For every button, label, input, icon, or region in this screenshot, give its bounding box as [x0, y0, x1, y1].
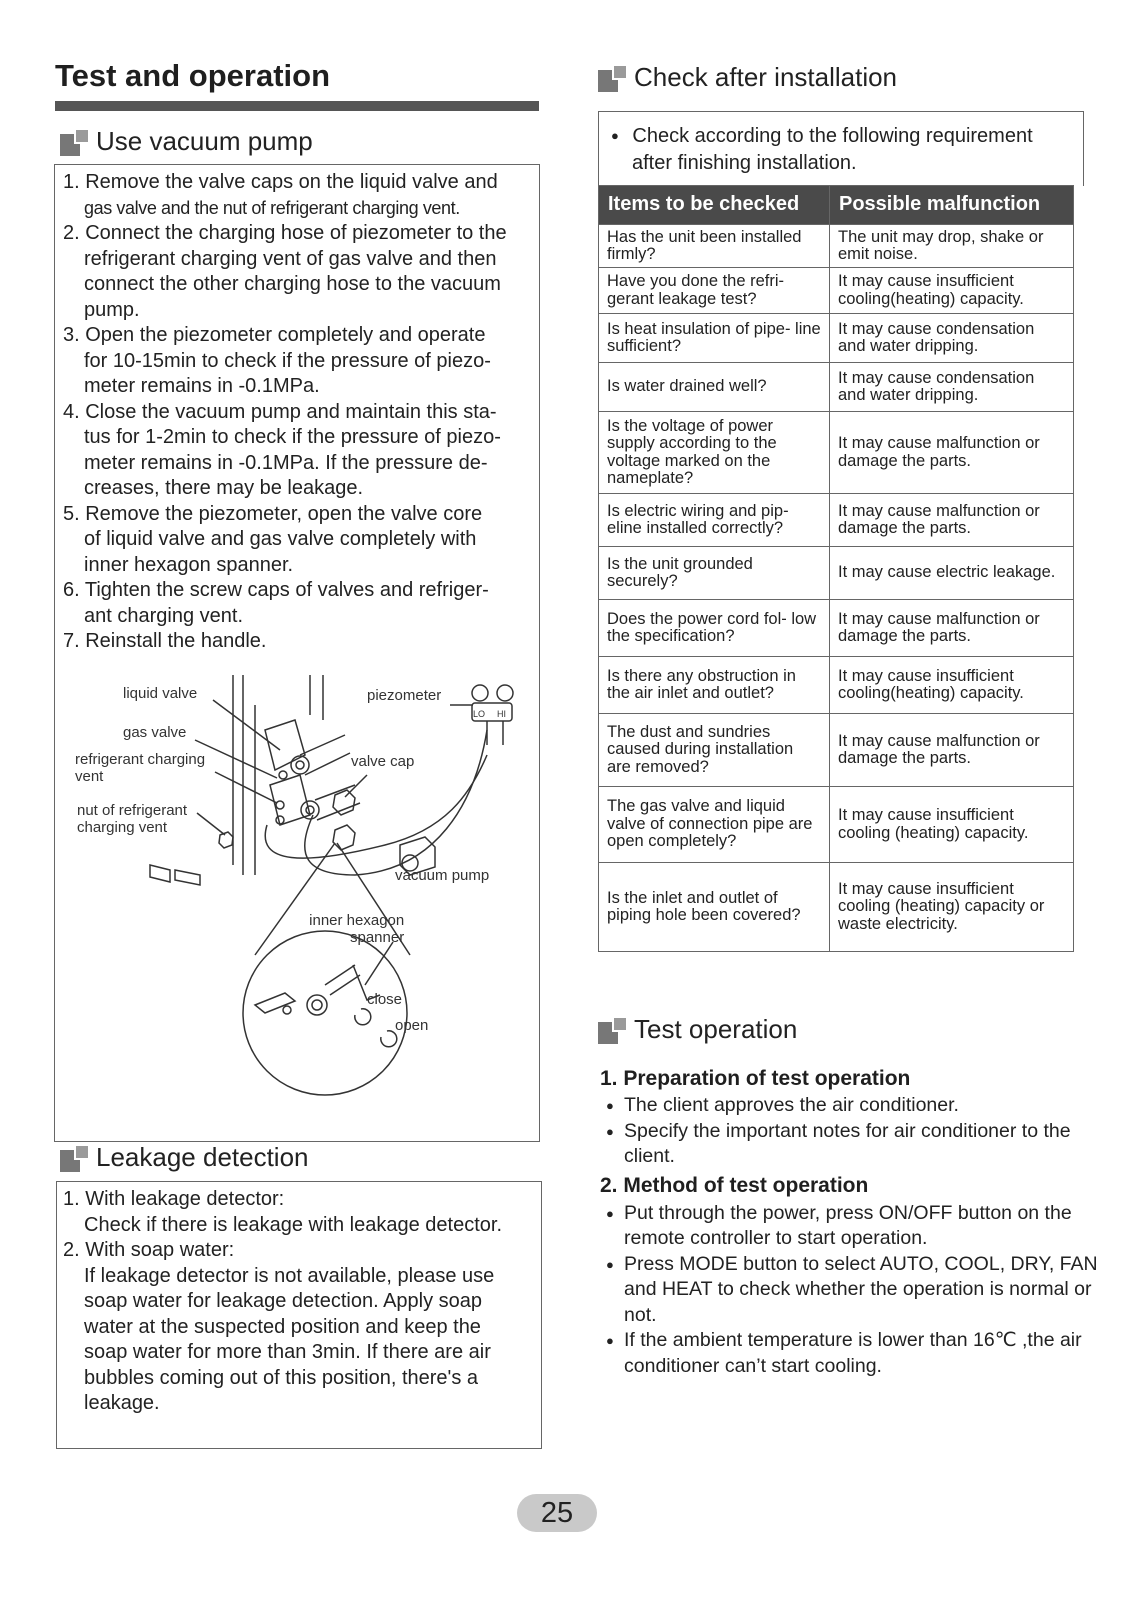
- check-section-heading: [598, 62, 897, 93]
- method-bullet: ● Put through the power, press ON/OFF button on the remote controller to start operation.: [600, 1201, 1100, 1252]
- check-heading-text: Check after installation: [634, 62, 898, 92]
- check-table-row: [599, 314, 1074, 363]
- malfunction-cell: It may cause electric leakage.: [830, 547, 1074, 600]
- leakage-line: soap water for more than 3min. If there are air: [84, 1341, 491, 1363]
- label-nut-vent: [77, 802, 187, 836]
- vacuum-step-line: creases, there may be leakage.: [84, 477, 364, 499]
- label-liquid-valve: liquid valve: [123, 685, 198, 702]
- malfunction-cell: It may cause malfunction or damage the parts.: [830, 412, 1074, 494]
- vacuum-step: [61, 502, 539, 579]
- leakage-line: bubbles coming out of this position, there's a: [84, 1366, 479, 1389]
- malfunction-cell: The unit may drop, shake or emit noise.: [830, 225, 1074, 268]
- method-bullet: ● Press MODE button to select AUTO, COOL, DRY, FAN and HEAT to check whether the operation is normal or not.: [600, 1252, 1100, 1329]
- test-operation-content: [600, 1067, 1100, 1379]
- check-intro-line2: after finishing installation.: [632, 151, 857, 174]
- gauge-lo-label: LO: [473, 709, 486, 719]
- malfunction-cell: It may cause insufficient cooling(heating) capacity.: [830, 268, 1074, 314]
- vacuum-step-line: 7. Reinstall the handle.: [63, 630, 267, 652]
- check-table: [598, 185, 1074, 952]
- label-open: open: [395, 1017, 429, 1034]
- check-table-row: [599, 547, 1074, 600]
- vacuum-step-line: for 10-15min to check if the pressure of piezo-: [84, 349, 491, 372]
- vacuum-heading-text: Use vacuum pump: [96, 126, 313, 156]
- vacuum-diagram: [55, 675, 541, 1140]
- check-item-cell: Does the power cord fol- low the specification?: [599, 600, 830, 657]
- label-nut-line2: charging vent: [77, 819, 168, 836]
- label-refrigerant-vent-line1: refrigerant charging: [75, 751, 206, 768]
- page-number: 25: [517, 1494, 597, 1532]
- prep-bullet: ● Specify the important notes for air conditioner to the client.: [600, 1119, 1100, 1170]
- malfunction-cell: It may cause insufficient cooling (heating) capacity.: [830, 787, 1074, 863]
- vacuum-steps-list: [55, 170, 539, 655]
- vacuum-step-line: meter remains in -0.1MPa. If the pressure de-: [84, 451, 488, 474]
- label-gas-valve: gas valve: [123, 724, 187, 741]
- label-refrigerant-vent: [75, 751, 205, 785]
- prep-bullets: [600, 1093, 1100, 1170]
- check-table-row: [599, 600, 1074, 657]
- vacuum-pump-illustration: [55, 675, 541, 1140]
- leakage-line: leakage.: [84, 1392, 160, 1414]
- leakage-heading-text: Leakage detection: [96, 1142, 309, 1172]
- vacuum-step: [61, 400, 539, 502]
- label-refrigerant-vent-line2: vent: [75, 768, 104, 785]
- label-spanner: [308, 912, 404, 946]
- vacuum-step-line: meter remains in -0.1MPa.: [84, 375, 320, 397]
- col-header-items: Items to be checked: [599, 186, 830, 225]
- check-item-cell: Have you done the refri- gerant leakage test?: [599, 268, 830, 314]
- vacuum-section-heading: [60, 126, 313, 157]
- vacuum-step-line: 4. Close the vacuum pump and maintain this sta-: [63, 400, 497, 423]
- check-item-cell: The gas valve and liquid valve of connection pipe are open completely?: [599, 787, 830, 863]
- vacuum-step: [61, 221, 539, 323]
- col-header-malfunction: Possible malfunction: [830, 186, 1074, 225]
- section-square-icon: [60, 128, 88, 156]
- method-bullets: [600, 1201, 1100, 1380]
- vacuum-step-line: ant charging vent.: [84, 604, 243, 627]
- leakage-line: If leakage detector is not available, please use: [84, 1264, 495, 1287]
- malfunction-cell: It may cause malfunction or damage the parts.: [830, 494, 1074, 547]
- test-heading-text: Test operation: [634, 1014, 798, 1044]
- label-spanner-line1: inner hexagon: [309, 912, 405, 929]
- check-item-cell: Is heat insulation of pipe- line sufficient?: [599, 314, 830, 363]
- vacuum-step-line: pump.: [84, 298, 140, 321]
- leakage-line: Check if there is leakage with leakage detector.: [84, 1213, 503, 1236]
- label-spanner-line2: spanner: [350, 929, 405, 946]
- check-item-cell: The dust and sundries caused during installation are removed?: [599, 714, 830, 787]
- check-table-row: [599, 714, 1074, 787]
- section-square-icon: [598, 64, 626, 92]
- section-square-icon: [60, 1144, 88, 1172]
- label-close: close: [367, 991, 403, 1008]
- vacuum-step-line: inner hexagon spanner.: [84, 553, 294, 576]
- gauge-hi-label: HI: [497, 709, 506, 719]
- label-vacuum-pump: vacuum pump: [395, 867, 490, 884]
- check-table-row: [599, 225, 1074, 268]
- bullet-icon: ●: [611, 128, 619, 143]
- vacuum-step: [61, 629, 539, 655]
- vacuum-step-line: 2. Connect the charging hose of piezometer to the: [63, 222, 507, 244]
- vacuum-step-line: tus for 1-2min to check if the pressure of piezo-: [84, 426, 501, 448]
- vacuum-step-line: 5. Remove the piezometer, open the valve core: [63, 502, 483, 525]
- check-item-cell: Has the unit been installed firmly?: [599, 225, 830, 268]
- section-square-icon: [598, 1016, 626, 1044]
- check-item-cell: Is the unit grounded securely?: [599, 547, 830, 600]
- leakage-line: water at the suspected position and keep the: [84, 1315, 481, 1338]
- leakage-line: 2. With soap water:: [63, 1239, 235, 1261]
- malfunction-cell: It may cause insufficient cooling(heating) capacity.: [830, 657, 1074, 714]
- check-table-row: [599, 494, 1074, 547]
- leakage-line: soap water for leakage detection. Apply soap: [84, 1290, 483, 1312]
- vacuum-step-line: 6. Tighten the screw caps of valves and refriger-: [63, 579, 489, 601]
- check-table-wrap: [598, 185, 1074, 952]
- vacuum-step: [61, 323, 539, 400]
- malfunction-cell: It may cause malfunction or damage the parts.: [830, 714, 1074, 787]
- page-title: Test and operation: [55, 58, 331, 93]
- leakage-box: [56, 1181, 542, 1449]
- check-item-cell: Is the voltage of power supply according to the voltage marked on the nameplate?: [599, 412, 830, 494]
- check-table-row: [599, 657, 1074, 714]
- check-table-row: [599, 268, 1074, 314]
- leakage-line: 1. With leakage detector:: [63, 1188, 285, 1210]
- check-table-row: [599, 787, 1074, 863]
- check-intro-box: [598, 111, 1084, 186]
- check-table-row: [599, 363, 1074, 412]
- check-intro-line1: Check according to the following requirement: [632, 125, 1033, 147]
- malfunction-cell: It may cause condensation and water dripping.: [830, 363, 1074, 412]
- method-title: 2. Method of test operation: [600, 1173, 869, 1197]
- check-item-cell: Is electric wiring and pip- eline installed correctly?: [599, 494, 830, 547]
- vacuum-steps-box: [54, 164, 540, 1142]
- check-item-cell: Is water drained well?: [599, 363, 830, 412]
- test-section-heading: [598, 1014, 797, 1045]
- vacuum-step-line: 1. Remove the valve caps on the liquid valve and: [63, 171, 498, 193]
- malfunction-cell: It may cause malfunction or damage the parts.: [830, 600, 1074, 657]
- leakage-section-heading: [60, 1142, 309, 1173]
- check-intro: [611, 124, 1083, 151]
- prep-title: 1. Preparation of test operation: [600, 1067, 911, 1090]
- label-piezometer: piezometer: [367, 687, 442, 704]
- label-valve-cap: valve cap: [351, 753, 415, 770]
- title-underline: [55, 101, 539, 111]
- check-table-row: [599, 863, 1074, 952]
- label-nut-line1: nut of refrigerant: [77, 802, 188, 819]
- vacuum-step-line: 3. Open the piezometer completely and operate: [63, 324, 486, 346]
- vacuum-step-line: connect the other charging hose to the vacuum: [84, 273, 501, 295]
- malfunction-cell: It may cause condensation and water dripping.: [830, 314, 1074, 363]
- check-item-cell: Is there any obstruction in the air inlet and outlet?: [599, 657, 830, 714]
- vacuum-step-line: gas valve and the nut of refrigerant charging vent.: [84, 197, 460, 218]
- check-table-row: [599, 412, 1074, 494]
- vacuum-step-line: of liquid valve and gas valve completely with: [84, 528, 477, 550]
- malfunction-cell: It may cause insufficient cooling (heating) capacity or waste electricity.: [830, 863, 1074, 952]
- vacuum-step-line: refrigerant charging vent of gas valve and then: [84, 247, 497, 270]
- method-bullet: ● If the ambient temperature is lower than 16℃ ,the air conditioner can’t start cooling.: [600, 1328, 1100, 1379]
- prep-bullet: ● The client approves the air conditioner.: [600, 1093, 1100, 1119]
- vacuum-step: [61, 578, 539, 629]
- check-item-cell: Is the inlet and outlet of piping hole been covered?: [599, 863, 830, 952]
- vacuum-step: [61, 170, 539, 221]
